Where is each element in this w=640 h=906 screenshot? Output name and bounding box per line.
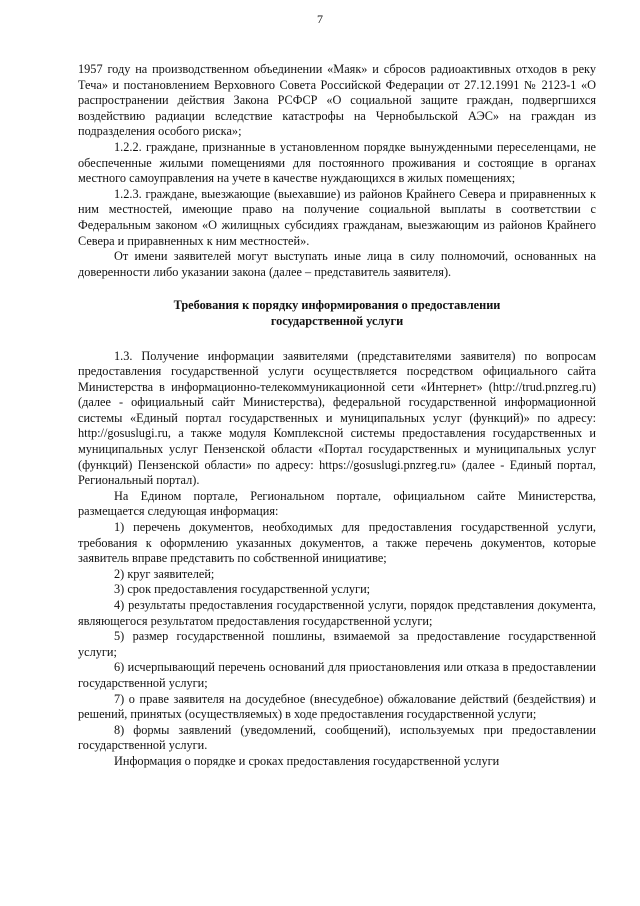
paragraph-representative: От имени заявителей могут выступать иные лица в силу полномочий, основанных на доверенности либо указании закона (далее – представитель заявителя).: [78, 249, 596, 279]
list-item-8: 8) формы заявлений (уведомлений, сообщений), используемых при предоставлении государственной услуги.: [78, 722, 596, 753]
list-item-1: 1) перечень документов, необходимых для предоставления государственной услуги, требования к оформлению указанных документов, а также перечень документов, которые заявитель вправе представить по собственной инициативе;: [78, 520, 596, 566]
list-item-5: 5) размер государственной пошлины, взимаемой за предоставление государственной услуги;: [78, 629, 596, 659]
paragraph-1-2-2: 1.2.2. граждане, признанные в установленном порядке вынужденными переселенцами, не обеспеченные жилыми помещениями для постоянного проживания и состоящие в органах местного самоуправления на учете в качестве нуждающихся в жилых помещениях;: [78, 139, 596, 186]
section-heading-line-1: Требования к порядку информирования о предоставлении: [173, 298, 501, 313]
list-item-3: 3) срок предоставления государственной услуги;: [114, 582, 371, 597]
list-item-2: 2) круг заявителей;: [114, 566, 215, 581]
document-body: [78, 62, 596, 770]
paragraph-info-placement: На Едином портале, Региональном портале, официальном сайте Министерства, размещается следующая информация:: [78, 488, 596, 519]
list-item-7: 7) о праве заявителя на досудебное (внесудебное) обжалование действий (бездействия) и решений, принятых (осуществляемых) в ходе предоставления государственной услуги;: [78, 691, 596, 722]
page-number: 7: [317, 12, 323, 26]
paragraph-1-2-3: 1.2.3. граждане, выезжающие (выехавшие) из районов Крайнего Севера и приравненных к ним местностей, имеющие право на получение социальной выплаты в соответствии с Федеральным законом «О жилищных субсидиях гражданам, выезжающим из районов Крайнего Севера и приравненных к ним местностей».: [78, 186, 596, 248]
paragraph-1-3: 1.3. Получение информации заявителями (представителями заявителя) по вопросам предоставления государственной услуги осуществляется посредством официального сайта Министерства в информационно-телекоммуникационной сети «Интернет» (http://trud.pnzreg.ru) (далее - официальный сайт Министерства), федеральной государственной информационной системы «Единый портал государственных и муниципальных услуг (функций)» по адресу: http://gosuslugi.ru, а также модуля Комплексной системы предоставления государственных и муниципальных услуг Пензенской области «Портал государственных и муниципальных услуг (функций) Пензенской области» по адресу: https://gosuslugi.pnzreg.ru» (далее - Единый портал, Региональный портал).: [78, 348, 596, 488]
list-item-4: 4) результаты предоставления государственной услуги, порядок представления документа, являющегося результатом предоставления государственной услуги;: [78, 598, 596, 628]
paragraph-info-order: Информация о порядке и сроках предоставления государственной услуги: [114, 753, 500, 768]
section-heading-line-2: государственной услуги: [270, 313, 404, 328]
paragraph-continuation: 1957 году на производственном объединении «Маяк» и сбросов радиоактивных отходов в реку Теча» и постановлением Верховного Совета Российской Федерации от 27.12.1991 № 2123-1 «О распространении действия Закона РСФСР «О социальной защите граждан, подвергшихся воздействию радиации вследствие катастрофы на Чернобыльской АЭС» на граждан из подразделения особого риска»;: [78, 62, 596, 139]
list-item-6: 6) исчерпывающий перечень оснований для приостановления или отказа в предоставлении государственной услуги;: [78, 660, 596, 690]
section-heading: [78, 298, 596, 329]
